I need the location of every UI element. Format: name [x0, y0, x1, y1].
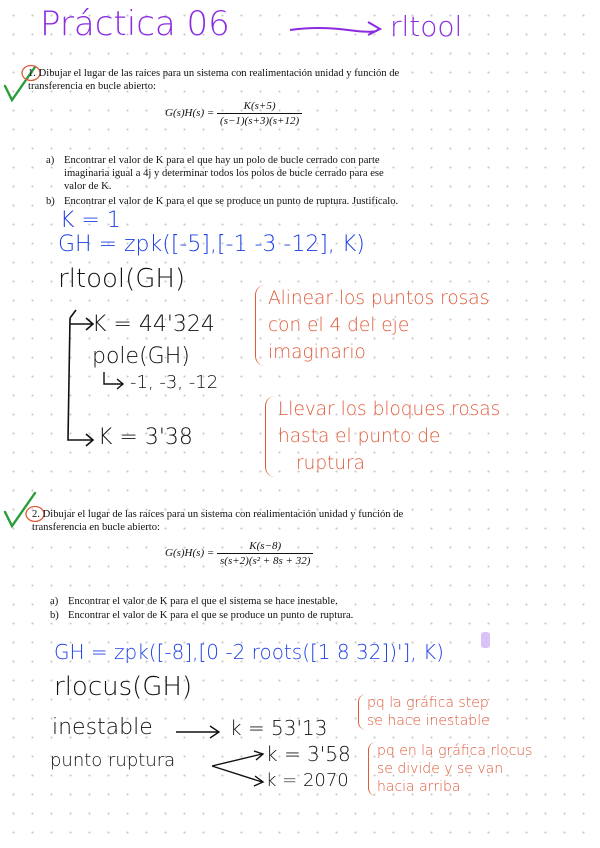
note-k-b: K = 3'38: [98, 425, 193, 450]
split-arrows-icon: [210, 748, 268, 788]
remark2-b-line3: hacia arriba: [377, 779, 461, 795]
problem2-item-a-text: Encontrar el valor de K para el que el sistema se hace inestable.: [68, 596, 338, 607]
problem1-item-a-label: a): [46, 155, 55, 166]
remark-b-line3: ruptura: [296, 453, 365, 474]
arrow-right-icon: [174, 724, 224, 740]
note2-inestable-label: inestable: [52, 715, 153, 740]
remark-b: [265, 396, 500, 477]
problem2-number: 2.: [32, 509, 40, 520]
remark2-b: [368, 742, 532, 796]
problem2-formula-lhs: G(s)H(s) =: [165, 547, 215, 560]
note-k-init: K = 1: [60, 208, 121, 233]
page-title: [40, 4, 230, 44]
note2-gh-def: GH = zpk([-8],[0 -2 roots([1 8 32])'], K): [54, 640, 444, 664]
remark-a-line3: imaginario: [268, 342, 366, 363]
problem2-item-b: [50, 609, 353, 622]
remark2-a-line1: pq la gráfica step: [367, 695, 489, 711]
problem2-item-b-text: Encontrar el valor de K para el que se produce un punto de ruptura.: [68, 610, 354, 621]
note-pole-call: pole(GH): [92, 344, 190, 369]
note2-k-inestable: k = 53'13: [230, 716, 328, 740]
remark-b-line2: hasta el punto de: [278, 426, 441, 447]
problem2-formula-denominator: s(s+2)(s² + 8s + 32): [217, 553, 313, 567]
problem2-item-b-label: b): [50, 610, 59, 621]
problem2-item-a: [50, 595, 338, 608]
problem2-formula-fraction: [217, 540, 313, 567]
remark-a: [255, 285, 489, 366]
problem1-statement: [28, 67, 458, 93]
note-rltool-call: rltool(GH): [58, 264, 186, 294]
problem2-line1: Dibujar el lugar de las raíces para un sistema con realimentación unidad y función de: [42, 509, 404, 520]
problem1-number: 1.: [28, 68, 36, 79]
remark2-a: [358, 694, 490, 730]
remark-a-line1: Alinear los puntos rosas: [268, 288, 490, 309]
remark2-a-line2: se hace inestable: [367, 713, 490, 729]
problem1-item-b: [46, 195, 398, 208]
note2-ruptura-label: punto ruptura: [50, 750, 176, 771]
problem1-item-a: [46, 154, 384, 193]
problem1-formula-lhs: G(s)H(s) =: [165, 107, 215, 120]
remark2-b-line1: pq en la gráfica rlocus: [377, 743, 533, 759]
note-k-a: K = 44'324: [92, 312, 215, 337]
note-poles: -1, -3, -12: [130, 372, 219, 393]
note2-k-ruptura-1: k = 3'58: [266, 742, 351, 766]
note-gh-def: GH = zpk([-5],[-1 -3 -12], K): [58, 232, 365, 257]
note2-rlocus-call: rlocus(GH): [54, 672, 193, 702]
problem1-line1: Dibujar el lugar de las raíces para un sistema con realimentación unidad y función de: [38, 68, 400, 79]
highlight-mark: [481, 632, 490, 648]
sub-arrow-icon: [100, 370, 126, 392]
problem2-formula: [165, 540, 313, 567]
problem2-statement: [32, 508, 462, 534]
remark-a-line2: con el 4 del eje: [268, 315, 410, 336]
tool-name: rltool: [390, 10, 463, 43]
problem1-formula-numerator: K(s+5): [243, 100, 276, 112]
problem1-item-b-label: b): [46, 196, 55, 207]
problem2-item-a-label: a): [50, 596, 59, 607]
problem2-line2: transferencia en bucle abierto:: [32, 522, 160, 533]
note2-k-ruptura-2: k = 2070: [266, 770, 349, 791]
remark-b-line1: Llevar los bloques rosas: [278, 399, 501, 420]
problem1-formula: [165, 100, 302, 127]
problem1-item-a-line2: imaginaria igual a 4j y determinar todos los polos de bucle cerrado para ese: [64, 168, 384, 179]
problem1-formula-denominator: (s−1)(s+3)(s+12): [217, 113, 302, 127]
arrow-right-icon: [288, 18, 384, 38]
problem1-item-b-text: Encontrar el valor de K para el que se produce un punto de ruptura. Justifícalo.: [64, 196, 399, 207]
problem1-item-a-line1: Encontrar el valor de K para el que hay un polo de bucle cerrado con parte: [64, 155, 380, 166]
problem1-item-a-line3: valor de K.: [64, 181, 112, 192]
problem2-formula-numerator: K(s−8): [249, 540, 282, 552]
page-title-text: Práctica 06: [40, 4, 230, 44]
problem1-formula-fraction: [217, 100, 302, 127]
remark2-b-line2: se divide y se van: [377, 761, 504, 777]
problem1-line2: transferencia en bucle abierto:: [28, 81, 156, 92]
